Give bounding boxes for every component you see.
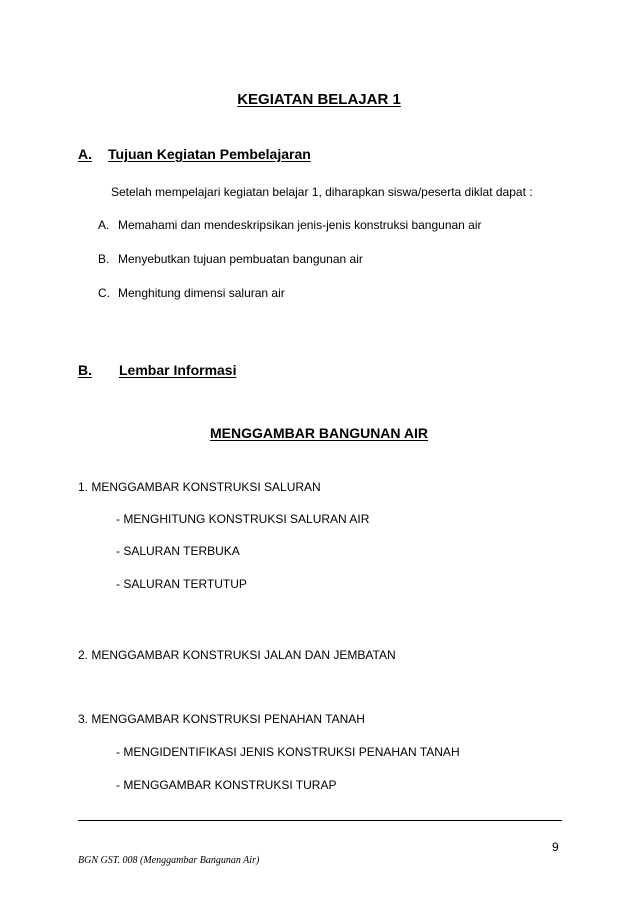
objective-text: Menyebutkan tujuan pembuatan bangunan air <box>118 252 363 266</box>
sub-list-item: - SALURAN TERTUTUP <box>116 577 247 591</box>
footer-divider <box>78 820 562 821</box>
section-a-intro: Setelah mempelajari kegiatan belajar 1, diharapkan siswa/peserta diklat dapat : <box>111 185 533 199</box>
objective-text: Menghitung dimensi saluran air <box>118 286 285 300</box>
section-a-title: Tujuan Kegiatan Pembelajaran <box>108 146 311 162</box>
objective-marker: A. <box>98 218 110 232</box>
page-heading: KEGIATAN BELAJAR 1 <box>237 91 401 108</box>
page-number: 9 <box>552 840 559 854</box>
sub-list-item: - MENGGAMBAR KONSTRUKSI TURAP <box>116 778 337 792</box>
list-item: 3. MENGGAMBAR KONSTRUKSI PENAHAN TANAH <box>78 712 365 726</box>
sub-list-item: - SALURAN TERBUKA <box>116 544 240 558</box>
sub-list-item: - MENGHITUNG KONSTRUKSI SALURAN AIR <box>116 512 370 526</box>
list-item: 2. MENGGAMBAR KONSTRUKSI JALAN DAN JEMBATAN <box>78 648 396 662</box>
objective-marker: C. <box>98 286 110 300</box>
list-item: 1. MENGGAMBAR KONSTRUKSI SALURAN <box>78 480 321 494</box>
section-b-title: Lembar Informasi <box>119 362 237 378</box>
footer-doc-label: BGN GST. 008 (Menggambar Bangunan Air) <box>78 855 260 866</box>
section-a-marker: A. <box>78 146 92 162</box>
objective-marker: B. <box>98 252 110 266</box>
objective-text: Memahami dan mendeskripsikan jenis-jenis konstruksi bangunan air <box>118 218 482 232</box>
sub-list-item: - MENGIDENTIFIKASI JENIS KONSTRUKSI PENAHAN TANAH <box>116 745 460 759</box>
section-b-marker: B. <box>78 362 92 378</box>
subheading: MENGGAMBAR BANGUNAN AIR <box>209 425 429 441</box>
